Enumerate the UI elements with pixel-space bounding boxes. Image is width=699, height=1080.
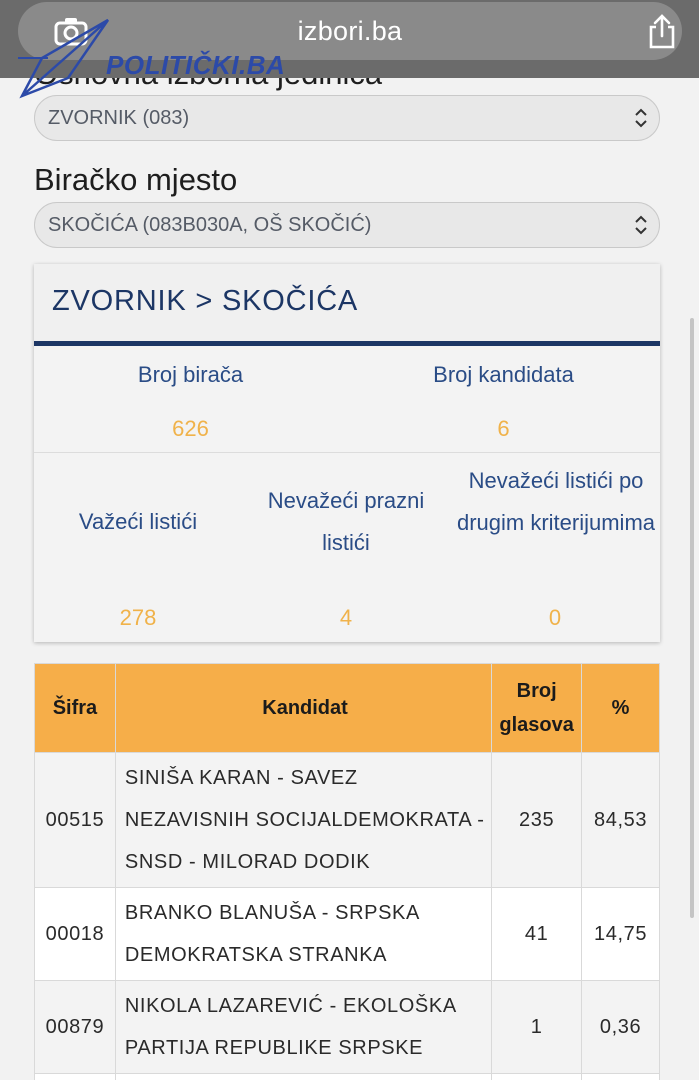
candidate-name: BRANKO BLANUŠA - SRPSKA DEMOKRATSKA STRANKA [115,888,491,981]
candidate-code: 00515 [35,753,116,888]
candidate-code: 00018 [35,888,116,981]
summary-header [34,264,660,342]
watermark-logo [18,18,318,100]
invalid-other-value: 0 [548,605,562,630]
header-candidate[interactable]: Kandidat [115,664,491,753]
candidate-percent: 14,75 [582,888,660,981]
summary-card [34,264,660,642]
candidate-percent: 0,36 [582,981,660,1074]
results-table [34,663,660,1080]
candidate-code-cell [35,1074,116,1080]
table-header-row [35,664,660,753]
candidate-name: SINIŠA KARAN - SAVEZ NEZAVISNIH SOCIJALDEMOKRATA - SNSD - MILORAD DODIK [115,753,491,888]
invalid-other-label: Nevažeći listići po drugim kriterijumima [456,468,656,535]
polling-station-label: Biračko mjesto [34,162,238,197]
voters-value: 626 [172,416,209,441]
header-votes[interactable]: Broj glasova [492,664,582,753]
table-row [35,981,660,1074]
candidate-name-cell [115,1074,491,1080]
table-row [35,753,660,888]
candidate-percent-cell [582,1074,660,1080]
candidate-votes: 1 [492,981,582,1074]
summary-title: ZVORNIK > SKOČIĆA [52,285,359,317]
candidate-votes: 41 [492,888,582,981]
polling-station-select[interactable] [34,202,660,248]
page-scrollbar[interactable] [690,318,694,918]
select-arrows-icon [633,213,649,237]
candidates-label: Broj kandidata [433,362,574,387]
url-text: izbori.ba [297,16,403,46]
valid-ballots-label: Važeći listići [78,509,198,534]
summary-row-divider [34,452,660,453]
candidate-name: NIKOLA LAZAREVIĆ - EKOLOŠKA PARTIJA REPUBLIKE SRPSKE [115,981,491,1074]
quill-logo-icon [18,18,118,100]
summary-divider [34,341,660,346]
polling-station-select-value: SKOČIĆA (083B030A, OŠ SKOČIĆ) [48,214,372,236]
candidate-votes-cell [492,1074,582,1080]
header-percent[interactable]: % [582,664,660,753]
voters-label: Broj birača [137,362,244,387]
constituency-select[interactable] [34,95,660,141]
header-code[interactable]: Šifra [35,664,116,753]
watermark-text: POLITIČKI.BA [106,50,286,80]
candidate-percent: 84,53 [582,753,660,888]
candidate-code: 00879 [35,981,116,1074]
table-row [35,1074,660,1080]
table-row [35,888,660,981]
constituency-select-value: ZVORNIK (083) [48,107,190,129]
invalid-blank-value: 4 [339,605,353,630]
share-icon[interactable] [646,14,678,50]
candidate-votes: 235 [492,753,582,888]
valid-ballots-value: 278 [119,605,157,630]
candidates-value: 6 [497,416,510,441]
select-arrows-icon [633,106,649,130]
invalid-blank-label: Nevažeći prazni listići [267,488,425,555]
